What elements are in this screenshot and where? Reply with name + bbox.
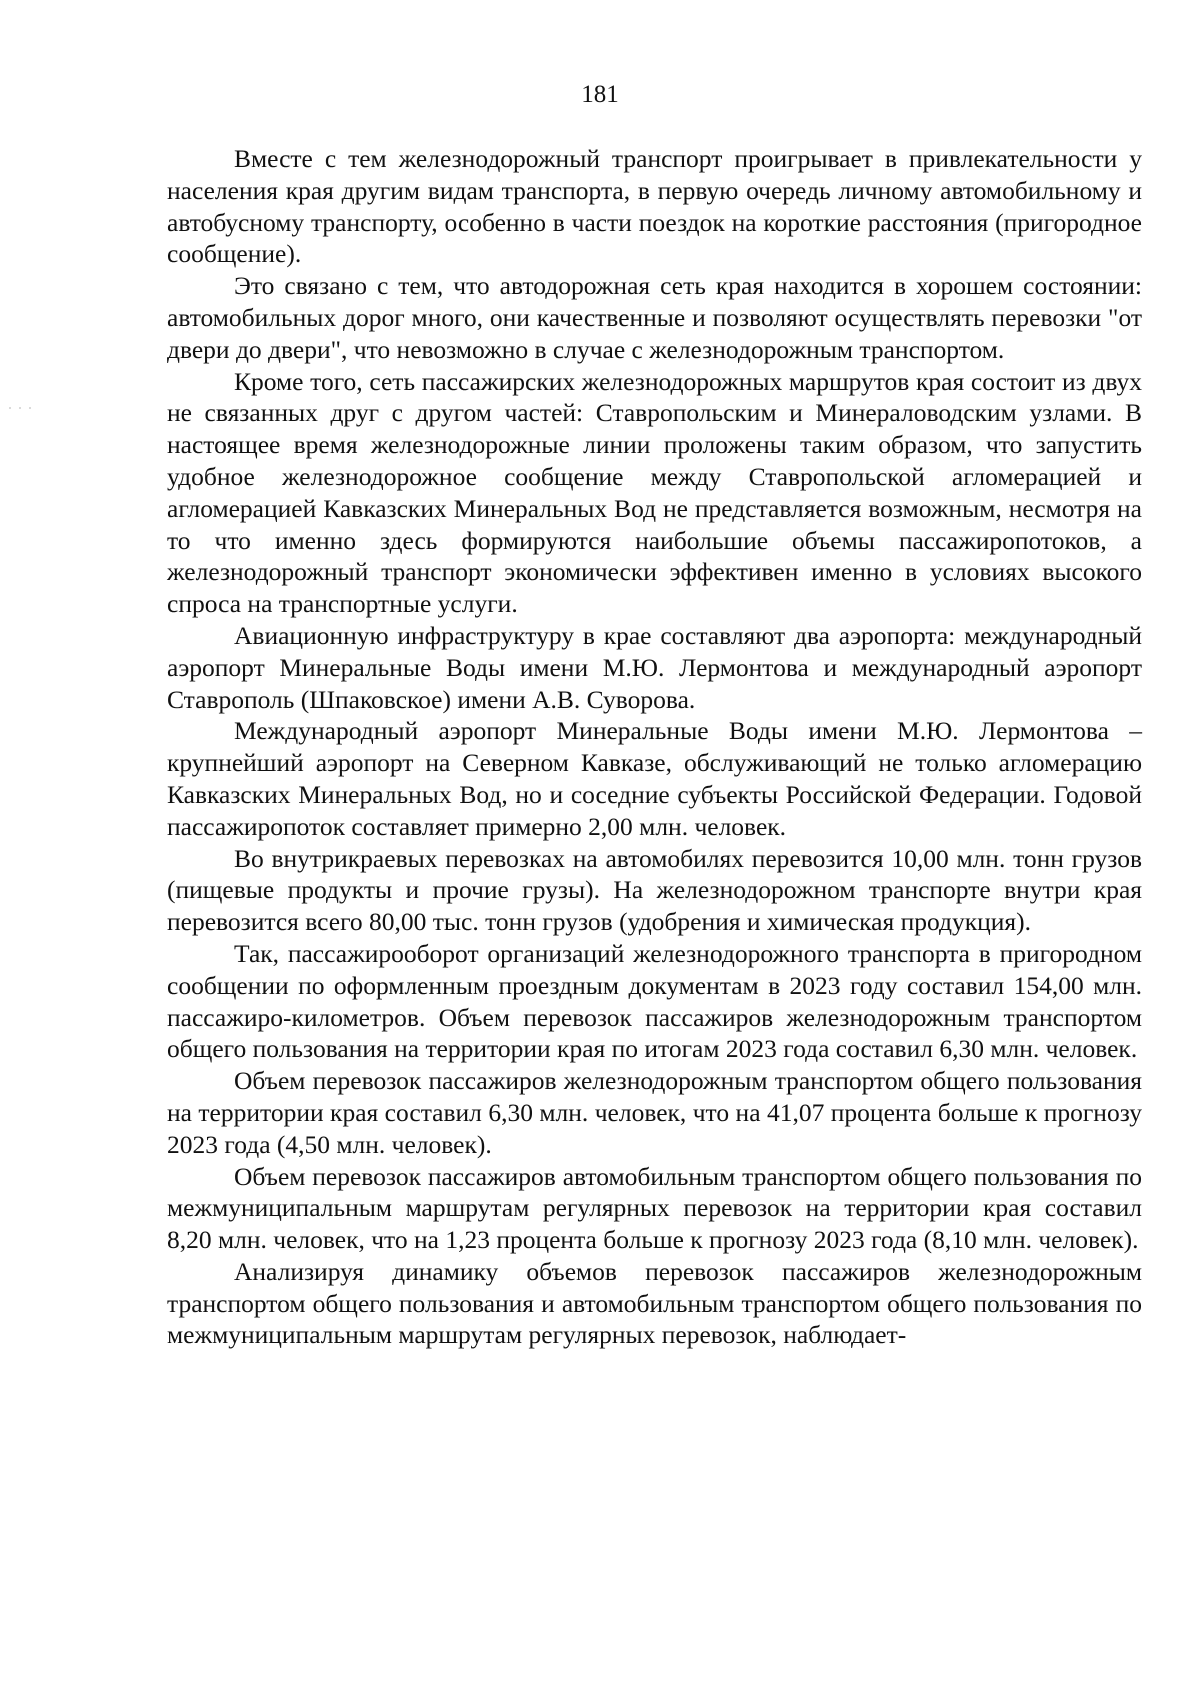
paragraph: Так, пассажирооборот организаций железнодорожного транспорта в пригородном сообщении по оформленным проездным документам в 2023 году составил 154,00 млн. пассажиро-километров. Объем перевозок пассажиров железнодорожным транспортом общего пользования на территории края по итогам 2023 года составил 6,30 млн. человек. bbox=[167, 938, 1142, 1064]
paragraph: Это связано с тем, что автодорожная сеть края находится в хорошем состоянии: автомобильных дорог много, они качественные и позволяют осуществлять перевозки "от двери до двери", что невозможно в случае с железнодорожным транспортом. bbox=[167, 271, 1142, 364]
paragraph: Авиационную инфраструктуру в крае составляют два аэропорта: международный аэропорт Минеральные Воды имени М.Ю. Лермонтова и международный аэропорт Ставрополь (Шпаковское) имени А.В. Суворова. bbox=[167, 620, 1142, 714]
paragraph: Объем перевозок пассажиров железнодорожным транспортом общего пользования на территории края составил 6,30 млн. человек, что на 41,07 процента больше к прогнозу 2023 года (4,50 млн. человек). bbox=[167, 1066, 1142, 1159]
paragraph: Международный аэропорт Минеральные Воды имени М.Ю. Лермонтова – крупнейший аэропорт на Северном Кавказе, обслуживающий не только агломерацию Кавказских Минеральных Вод, но и соседние субъекты Российской Федерации. Годовой пассажиропоток составляет примерно 2,00 млн. человек. bbox=[167, 716, 1142, 841]
paragraph: Во внутрикраевых перевозках на автомобилях перевозится 10,00 млн. тонн грузов (пищевые продукты и прочие грузы). На железнодорожном транспорте внутри края перевозится всего 80,00 тыс. тонн грузов (удобрения и химическая продукция). bbox=[167, 843, 1142, 937]
paragraph: Анализируя динамику объемов перевозок пассажиров железнодорожным транспортом общего пользования и автомобильным транспортом общего пользования по межмуниципальным маршрутам регулярных перевозок, наблюдает- bbox=[167, 1256, 1142, 1350]
scan-artifact bbox=[5, 407, 39, 409]
paragraph: Объем перевозок пассажиров автомобильным транспортом общего пользования по межмуниципальным маршрутам регулярных перевозок на территории края составил 8,20 млн. человек, что на 1,23 процента больше к прогнозу 2023 года (8,10 млн. человек). bbox=[167, 1161, 1142, 1255]
paragraph: Вместе с тем железнодорожный транспорт проигрывает в привлекательности у населения края другим видам транспорта, в первую очередь личному автомобильному и автобусному транспорту, особенно в части поездок на короткие расстояния (пригородное сообщение). bbox=[167, 144, 1142, 269]
document-body bbox=[167, 143, 1142, 1351]
page-number: 181 bbox=[581, 81, 619, 108]
paragraph: Кроме того, сеть пассажирских железнодорожных маршрутов края состоит из двух не связанных друг с другом частей: Ставропольским и Минераловодским узлами. В настоящее время железнодорожные линии проложены таким образом, что запустить удобное железнодорожное сообщение между Ставропольской агломерацией и агломерацией Кавказских Минеральных Вод не представляется возможным, несмотря на то что именно здесь формируются наибольшие объемы пассажиропотоков, а железнодорожный транспорт экономически эффективен именно в условиях высокого спроса на транспортные услуги. bbox=[167, 366, 1142, 619]
